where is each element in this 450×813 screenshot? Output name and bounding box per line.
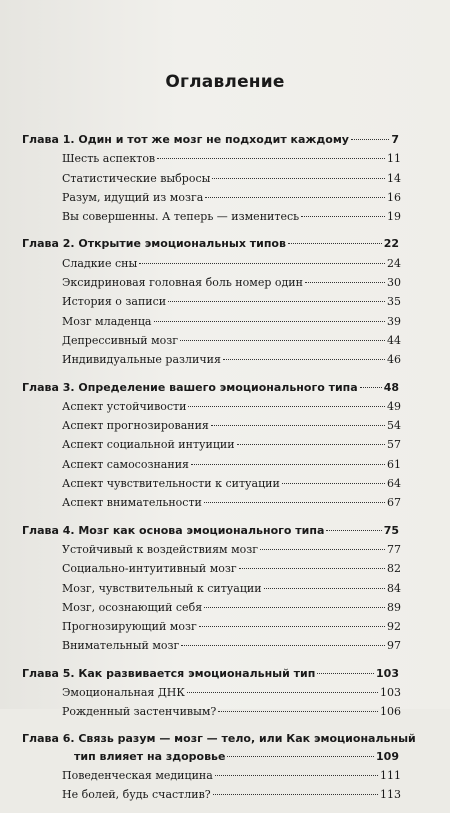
leader-dots bbox=[317, 673, 374, 674]
leader-dots bbox=[180, 340, 385, 341]
toc-entry[interactable] bbox=[62, 785, 401, 804]
section-page-number: 19 bbox=[387, 210, 401, 224]
section-page-number: 106 bbox=[380, 705, 401, 719]
chapter-heading[interactable] bbox=[22, 521, 399, 540]
chapter-heading[interactable] bbox=[22, 378, 399, 397]
section-title: Вы совершенны. А теперь — изменитесь bbox=[62, 210, 300, 224]
table-of-contents bbox=[0, 130, 450, 813]
section-page-number: 113 bbox=[380, 788, 401, 802]
chapter-title: Глава 5. Как развивается эмоциональный тип bbox=[22, 666, 316, 680]
toc-entry[interactable] bbox=[62, 188, 401, 207]
chapter-page-number: 109 bbox=[376, 749, 399, 763]
leader-dots bbox=[204, 502, 385, 503]
chapter-title: Глава 4. Мозг как основа эмоционального типа bbox=[22, 523, 325, 537]
section-title: Аспект чувствительности к ситуации bbox=[62, 477, 280, 491]
section-page-number: 35 bbox=[387, 295, 401, 309]
toc-title: Оглавление bbox=[165, 72, 285, 92]
leader-dots bbox=[227, 756, 374, 757]
section-page-number: 39 bbox=[387, 314, 401, 328]
chapter-heading-continued[interactable] bbox=[74, 747, 399, 766]
section-page-number: 49 bbox=[387, 399, 401, 413]
chapter-3 bbox=[0, 378, 450, 513]
section-title: Аспект прогнозирования bbox=[62, 419, 209, 433]
toc-entry[interactable] bbox=[62, 273, 401, 292]
toc-entry[interactable] bbox=[62, 435, 401, 454]
section-title: Аспект внимательности bbox=[62, 496, 202, 510]
leader-dots bbox=[239, 568, 385, 569]
toc-entry[interactable] bbox=[62, 207, 401, 226]
leader-dots bbox=[188, 406, 385, 407]
toc-entry[interactable] bbox=[62, 254, 401, 273]
section-page-number: 24 bbox=[387, 256, 401, 270]
leader-dots bbox=[181, 645, 385, 646]
toc-entry[interactable] bbox=[62, 493, 401, 512]
leader-dots bbox=[205, 197, 385, 198]
toc-entry[interactable] bbox=[62, 455, 401, 474]
chapter-page-number: 48 bbox=[383, 380, 399, 394]
toc-entry[interactable] bbox=[62, 169, 401, 188]
section-title: Аспект устойчивости bbox=[62, 399, 187, 413]
section-title: Индивидуальные различия bbox=[62, 353, 221, 367]
section-title: Рожденный застенчивым? bbox=[62, 705, 217, 719]
section-title: Разум, идущий из мозга bbox=[62, 190, 204, 204]
chapter-page-number: 103 bbox=[376, 666, 399, 680]
toc-entry[interactable] bbox=[62, 683, 401, 702]
chapter-heading[interactable] bbox=[22, 664, 399, 683]
section-page-number: 92 bbox=[387, 620, 401, 634]
chapter-4 bbox=[0, 521, 450, 656]
section-title: Устойчивый к воздействиям мозг bbox=[62, 542, 259, 556]
chapter-page-number: 22 bbox=[383, 237, 399, 251]
section-title: Аспект социальной интуиции bbox=[62, 438, 235, 452]
section-title: Сладкие сны bbox=[62, 256, 138, 270]
leader-dots bbox=[260, 549, 385, 550]
section-title: Мозг младенца bbox=[62, 314, 152, 328]
toc-entry[interactable] bbox=[62, 292, 401, 311]
section-page-number: 61 bbox=[387, 457, 401, 471]
chapter-heading[interactable] bbox=[22, 730, 416, 747]
leader-dots bbox=[213, 794, 378, 795]
section-page-number: 30 bbox=[387, 276, 401, 290]
leader-dots bbox=[223, 359, 385, 360]
section-title: Аспект самосознания bbox=[62, 457, 189, 471]
chapter-title: Глава 3. Определение вашего эмоционального типа bbox=[22, 380, 358, 394]
leader-dots bbox=[212, 178, 385, 179]
section-title: Прогнозирующий мозг bbox=[62, 620, 197, 634]
section-title: Социально-интуитивный мозг bbox=[62, 562, 237, 576]
section-page-number: 97 bbox=[387, 639, 401, 653]
leader-dots bbox=[215, 775, 378, 776]
toc-entry[interactable] bbox=[62, 416, 401, 435]
section-page-number: 16 bbox=[387, 190, 401, 204]
section-title: Эмоциональная ДНК bbox=[62, 686, 185, 700]
section-title: Внимательный мозг bbox=[62, 639, 180, 653]
section-title: История о записи bbox=[62, 295, 167, 309]
section-page-number: 84 bbox=[387, 581, 401, 595]
section-title: Статистические выбросы bbox=[62, 171, 211, 185]
section-title: Эксидриновая головная боль номер один bbox=[62, 276, 303, 290]
chapter-2 bbox=[0, 234, 450, 369]
leader-dots bbox=[351, 139, 389, 140]
section-title: Не болей, будь счастлив? bbox=[62, 788, 211, 802]
leader-dots bbox=[139, 263, 385, 264]
section-page-number: 11 bbox=[387, 152, 401, 166]
section-page-number: 111 bbox=[380, 768, 401, 782]
toc-entry[interactable] bbox=[62, 766, 401, 785]
section-page-number: 89 bbox=[387, 600, 401, 614]
section-page-number: 77 bbox=[387, 542, 401, 556]
section-title: Мозг, чувствительный к ситуации bbox=[62, 581, 262, 595]
chapter-5 bbox=[0, 664, 450, 722]
section-page-number: 46 bbox=[387, 353, 401, 367]
chapter-6 bbox=[0, 730, 450, 805]
toc-entry[interactable] bbox=[62, 559, 401, 578]
toc-entry[interactable] bbox=[62, 350, 401, 369]
chapter-title-line2: тип влияет на здоровье bbox=[74, 749, 226, 763]
chapter-title: Глава 2. Открытие эмоциональных типов bbox=[22, 237, 286, 251]
toc-entry[interactable] bbox=[62, 312, 401, 331]
leader-dots bbox=[305, 282, 385, 283]
toc-entry[interactable] bbox=[62, 397, 401, 416]
leader-dots bbox=[360, 387, 382, 388]
toc-entry[interactable] bbox=[62, 540, 401, 559]
section-page-number: 54 bbox=[387, 419, 401, 433]
toc-entry[interactable] bbox=[62, 636, 401, 655]
leader-dots bbox=[237, 444, 385, 445]
leader-dots bbox=[301, 216, 385, 217]
toc-entry[interactable] bbox=[62, 617, 401, 636]
leader-dots bbox=[282, 483, 385, 484]
section-page-number: 67 bbox=[387, 496, 401, 510]
leader-dots bbox=[157, 158, 385, 159]
toc-entry[interactable] bbox=[62, 474, 401, 493]
chapter-1 bbox=[0, 130, 450, 226]
leader-dots bbox=[187, 692, 378, 693]
chapter-heading[interactable] bbox=[22, 234, 399, 253]
leader-dots bbox=[154, 321, 386, 322]
leader-dots bbox=[326, 530, 381, 531]
section-page-number: 64 bbox=[387, 477, 401, 491]
chapter-heading[interactable] bbox=[22, 130, 399, 149]
leader-dots bbox=[288, 243, 382, 244]
section-title: Шесть аспектов bbox=[62, 152, 156, 166]
toc-entry[interactable] bbox=[62, 149, 401, 168]
leader-dots bbox=[199, 626, 385, 627]
toc-entry[interactable] bbox=[62, 702, 401, 721]
chapter-page-number: 7 bbox=[391, 133, 399, 146]
chapter-title: Глава 6. Связь разум — мозг — тело, или Как эмоциональный bbox=[22, 731, 416, 745]
section-title: Депрессивный мозг bbox=[62, 333, 179, 347]
section-page-number: 44 bbox=[387, 333, 401, 347]
leader-dots bbox=[211, 425, 385, 426]
section-page-number: 82 bbox=[387, 562, 401, 576]
section-title: Поведенческая медицина bbox=[62, 768, 213, 782]
chapter-page-number: 75 bbox=[383, 523, 399, 537]
leader-dots bbox=[264, 588, 385, 589]
leader-dots bbox=[204, 607, 385, 608]
toc-entry[interactable] bbox=[62, 598, 401, 617]
leader-dots bbox=[218, 711, 378, 712]
section-page-number: 103 bbox=[380, 686, 401, 700]
leader-dots bbox=[191, 464, 385, 465]
toc-entry[interactable] bbox=[62, 331, 401, 350]
chapter-title: Глава 1. Один и тот же мозг не подходит каждому bbox=[22, 133, 349, 146]
leader-dots bbox=[168, 301, 385, 302]
section-page-number: 14 bbox=[387, 171, 401, 185]
toc-entry[interactable] bbox=[62, 579, 401, 598]
section-page-number: 57 bbox=[387, 438, 401, 452]
section-title: Мозг, осознающий себя bbox=[62, 600, 203, 614]
